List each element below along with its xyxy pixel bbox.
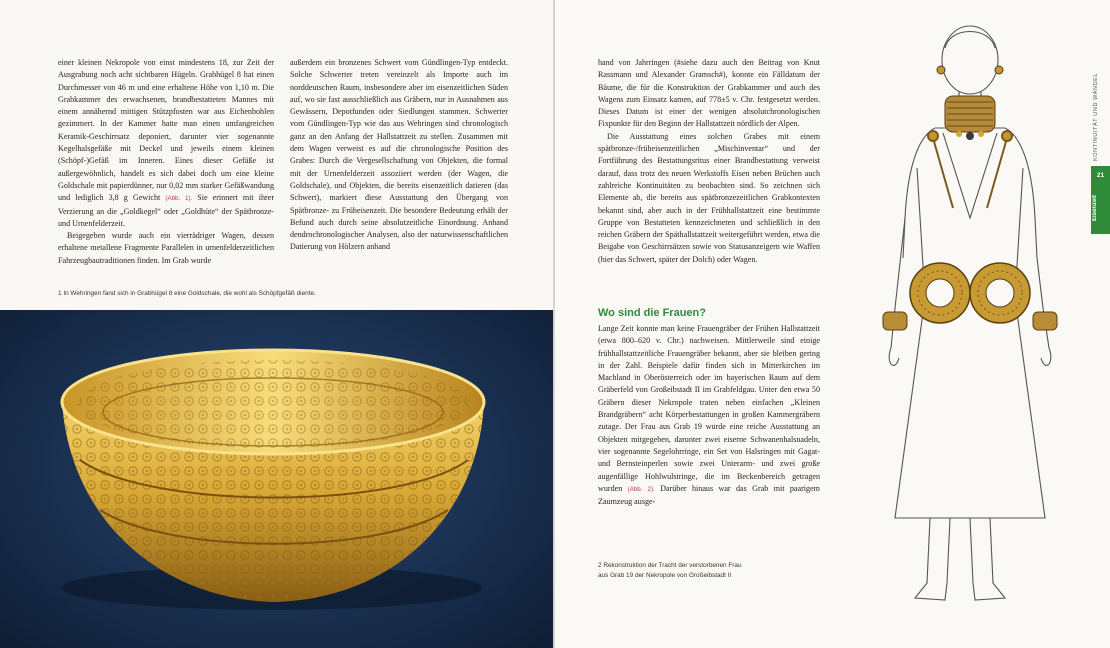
text-column-left-1 [58, 57, 274, 267]
costume-drawing [855, 18, 1085, 618]
paragraph: außerdem ein bronzenes Schwert vom Gündlingen-Typ entdeckt. Solche Schwerter treten vereinzelt als Importe auch im norddeutschen Raum, insbesondere aber im eisenzeitlichen Süden auf, wo sie fast ausschließlich aus Gräbern, nur in Ausnahmen aus Gewässern, Depotfunden oder Siedlungen stammen. Schwerter vom Gündlingen-Typ wie das aus Wehringen sind chronologisch ganz an den Anfang der Hallstattzeit zu stellen. Zusammen mit dem Wagen verweist es auf die chronologische Position des Grabes: Durch die Vergesellschaftung von Objekten, die formal mit der Urnenfelderzeit assoziiert werden (der Wagen, die Goldschale), und Objekten, die bereits eisenzeitlich datieren (das Schwert), markiert diese Ausstattung den Übergang von Spätbronze- zu Früheisenzeit. Die besondere Bedeutung erhält der Befund auch durch seine absolutzeitliche Einordnung. Anhand dendrochronologischer Analysen, also der naturwissenschaftlichen Datierung von Hölzern anhand [290, 58, 508, 252]
paragraph: einer kleinen Nekropole von einst mindestens 18, zur Zeit der Ausgrabung noch acht sichtbaren Hügeln. Grabhügel 8 hat einen Durchmesser von 46 m und eine erhaltene Höhe von 1,10 m. Die Grabkammer des erwachsenen, brandbestatteten Mannes mit einem annähernd mittigen Stützpfosten war aus Eichenbohlen gezimmert. In der Kammer hatte man einen umfangreichen Keramik-Geschirrsatz deponiert, darunter vier sogenannte Kegelhalsgefäße mit Deckel und jeweils einem kleinen (Schöpf-)Gefäß im Inneren. Eines dieser Gefäße ist außergewöhnlich, handelt es sich dabei doch um eine kleine Goldschale mit papierdünner, nur 0,02 mm starker Gefäßwandung und lediglich 3,8 g Gewicht (Abb. 1). Sie erinnert mit ihrer Verzierung an die „Goldkegel“ oder „Goldhüte“ der Spätbronze- und Urnenfelderzeit. [58, 58, 275, 228]
gold-bowl-photo [0, 310, 553, 648]
caption-line: aus Grab 19 der Nekropole von Großeibstadt II [598, 571, 732, 579]
figure-caption [598, 561, 798, 580]
figure-reference[interactable]: (Abb. 2). [627, 485, 655, 493]
neck-rings-icon [945, 96, 995, 140]
paragraph: hand von Jahrringen (#siehe dazu auch den Beitrag von Knut Rassmann und Alexander Gramsch#), konnte ein Fälldatum der Bäume, die für die Konstruktion der Grabkammer und auch des Wagens zum Einsatz kamen, auf 778±5 v. Chr. festgesetzt werden. Dieses Datum ist einer der wenigen absolutchronologischen Fixpunkte für den Beginn der Hallstattzeit nördlich der Alpen. [598, 58, 820, 129]
paragraph: Die Ausstattung eines solchen Grabes mit einem spätbronze-/früheisenzeitlichen „Mischinventar“ und der Fortführung des Bestattungsritus einer Brandbestattung verweist darauf, dass trotz des neuen Werkstoffs Eisen neben Brüchen auch zahlreiche Kontinuitäten zu beobachten sind. So zeichnen sich Elemente ab, die bereits aus spätbronzezeitlichen Grabkontexten bekannt sind, aber auch in der Frühhallstattzeit eine bestimmte Gruppe von Bestatteten kennzeichneten und schließlich in den reichen Gräbern der Späthallstattzeit weitergeführt werden, etwa die Beigabe von Geschirrsätzen sowie von Statusanzeigern wie Waffen (hier das Schwert, später der Dolch) oder Wagen. [598, 131, 820, 264]
hip-rings-icon [910, 263, 1030, 323]
chapter-label: Eisenzeit [1092, 195, 1098, 222]
woman-costume-illustration [855, 18, 1085, 618]
running-head: KONTINUITÄT UND WANDEL [1093, 72, 1099, 162]
gold-bowl-image [0, 310, 553, 648]
figure-reference[interactable]: (Abb. 1). [165, 195, 193, 203]
text-column-right-2 [598, 323, 820, 508]
footnote: 1 In Wehringen fand sich in Grabhügel 8 eine Goldschale, die wohl als Schöpfgefäß diente. [58, 290, 316, 297]
arm-rings-icon [883, 312, 1057, 330]
paragraph: Lange Zeit konnte man keine Frauengräber der Frühen Hallstattzeit (etwa 800–620 v. Chr.) nachweisen. Mittlerweile sind einige frühhallstattzeitliche Frauengräber bekannt, aber sie bleiben gering in der Zahl. Beispiele dafür finden sich in Mitterkirchen im Machland in Oberösterreich oder im bayerischen Raum auf dem Gräberfeld von Großeibstadt II im Grabfeldgau. Unter den etwa 50 Gräbern dieser Nekropole traten neben einfachen „Kleinen Brandgräbern“ acht Körperbestattungen in großen Kammergräbern zutage. Der Frau aus Grab 19 wurde eine reiche Ausstattung an Objekten mitgegeben, darunter zwei eiserne Schwanenhalsnadeln, vier sogenannte Segelohrringe, ein Set von Halsringen mit Gagat- und Bernsteinperlen sowie zwei Unterarm- und zwei große augenfällige Hohlwulstringe, die im Beckenbereich getragen wurden (Abb. 2). Darüber hinaus war das Grab mit paarigem Zaumzeug ausge- [598, 324, 820, 507]
swan-neck-pins-icon [928, 131, 1012, 208]
paragraph: Beigegeben wurde auch ein vierrädriger Wagen, dessen erhaltene metallene Fragmente Parallelen in urnenfelderzeitlichen Fahrzeugbautraditionen finden. Im Grab wurde [58, 231, 274, 265]
text-column-left-2 [290, 57, 508, 254]
right-page [555, 0, 1110, 648]
section-heading: Wo sind die Frauen? [598, 307, 706, 319]
left-page [0, 0, 553, 648]
caption-line: 2 Rekonstruktion der Tracht der verstorbenen Frau [598, 562, 742, 569]
page-number: 21 [1096, 172, 1105, 179]
text-column-right-1 [598, 57, 820, 266]
